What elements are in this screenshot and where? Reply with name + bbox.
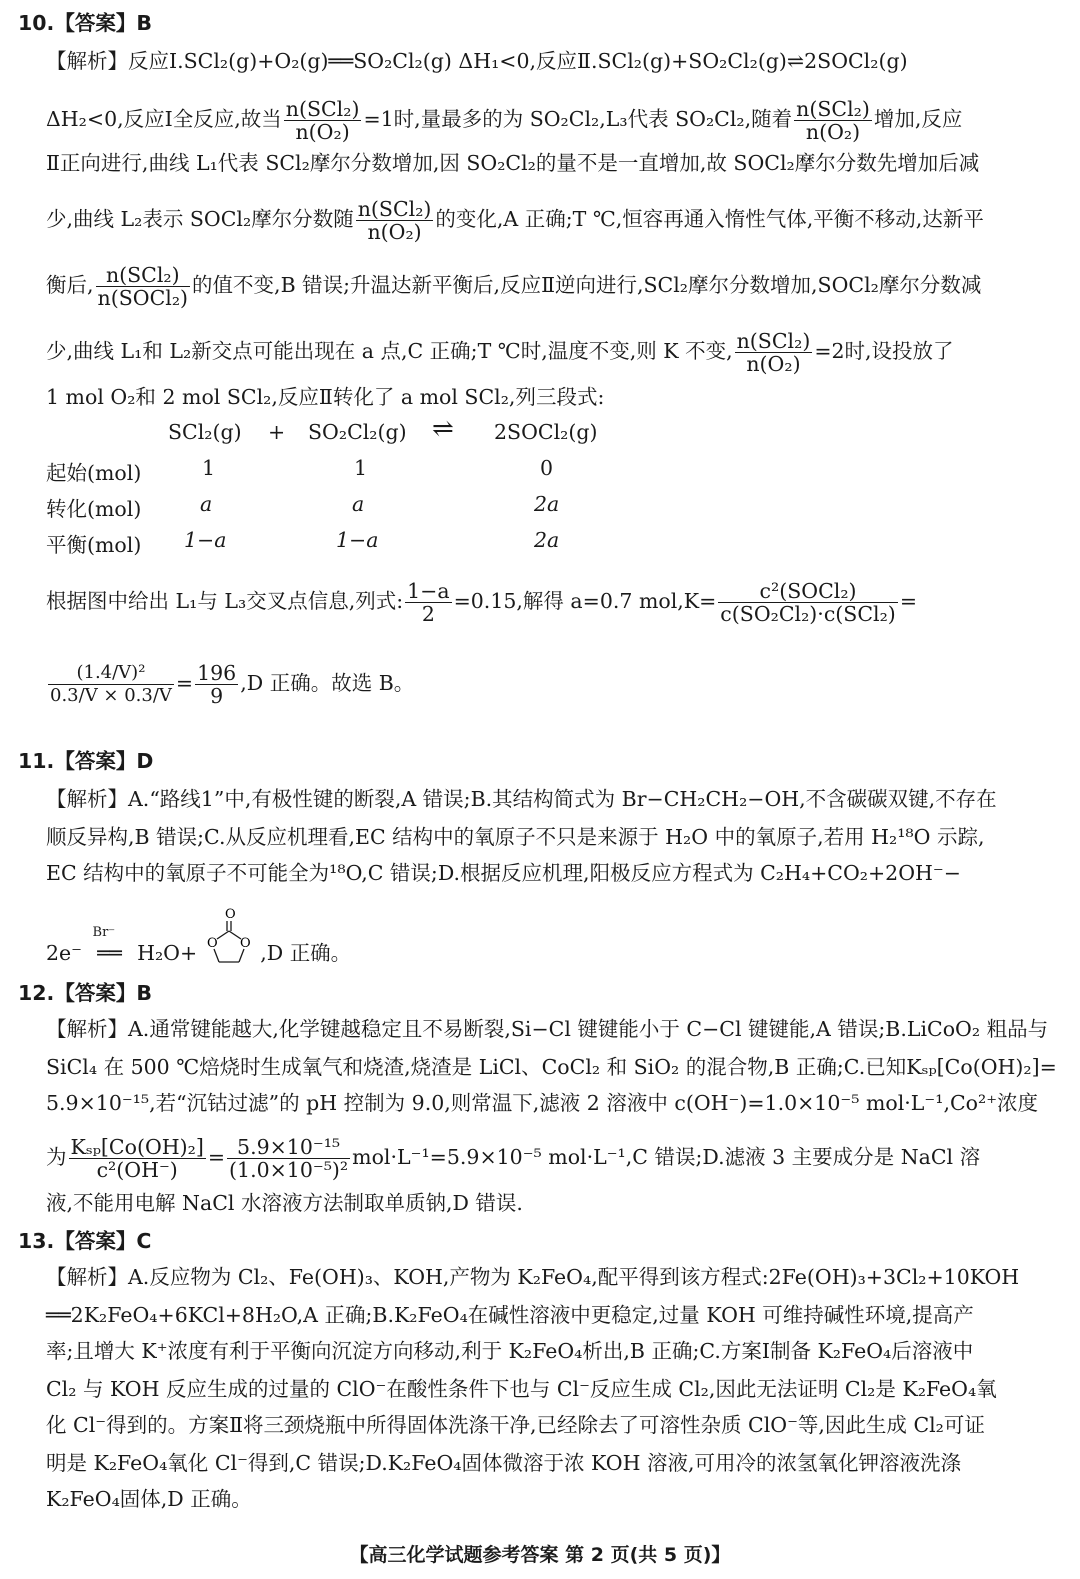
q10-line-3: Ⅱ正向进行,曲线 L₁代表 SCl₂摩尔分数增加,因 SO₂Cl₂的量不是一直增加,故 SOCl₂摩尔分数先增加后减 bbox=[46, 151, 980, 175]
q12-line-1: 【解析】A.通常键能越大,化学键越稳定且不易断裂,Si−Cl 键键能小于 C−Cl 键键能,A 错误;B.LiCoO₂ 粗品与 bbox=[46, 1017, 1049, 1041]
svg-text:O: O bbox=[224, 906, 236, 922]
q10-line-1: 【解析】反应Ⅰ.SCl₂(g)+O₂(g)══SO₂Cl₂(g) ΔH₁<0,反应Ⅱ.SCl₂(g)+SO₂Cl₂(g)⇌2SOCl₂(g) bbox=[46, 49, 908, 73]
q11-line-1: 【解析】A.“路线1”中,有极性键的断裂,A 错误;B.其结构简式为 Br−CH₂CH₂−OH,不含碳碳双键,不存在 bbox=[46, 787, 997, 811]
q13-header: 13.【答案】C bbox=[18, 1229, 152, 1253]
q13-line-2: ══2K₂FeO₄+6KCl+8H₂O,A 正确;B.K₂FeO₄在碱性溶液中更稳定,过量 KOH 可维持碱性环境,提高产 bbox=[46, 1303, 974, 1327]
row-label: 起始(mol) bbox=[46, 461, 142, 485]
eq-plus: + bbox=[268, 420, 286, 444]
q10-line-4: 少,曲线 L₂表示 SOCl₂摩尔分数随 $\frac{\text{n(SCl₂)}}{\text{n(O₂)}}$ 的变化,A 正确;T ℃,恒容再通入惰性气体,平衡不移动,达新平 bbox=[46, 197, 984, 244]
q10-line-6: 少,曲线 L₁和 L₂新交点可能出现在 a 点,C 正确;T ℃时,温度不变,则 K 不变, $\frac{\text{n(SCl₂)}}{\text{n(O₂)}}$ =2时,设投放了 bbox=[46, 329, 954, 376]
reaction-arrow: Br⁻ ══ bbox=[92, 925, 122, 965]
q11-line-4: 2e⁻ Br⁻ ══ H₂O+ O O O ,D 正确。 bbox=[46, 938, 1054, 970]
q11-line-3: EC 结构中的氧原子不可能全为¹⁸O,C 错误;D.根据反应机理,阳极反应方程式为 C₂H₄+CO₂+2OH⁻− bbox=[46, 861, 961, 885]
q13-line-3: 率;且增大 K⁺浓度有利于平衡向沉淀方向移动,利于 K₂FeO₄析出,B 正确;C.方案Ⅰ制备 K₂FeO₄后溶液中 bbox=[46, 1339, 974, 1363]
q11-header: 11.【答案】D bbox=[18, 749, 154, 773]
q13-line-5: 化 Cl⁻得到的。方案Ⅱ将三颈烧瓶中所得固体洗涤干净,已经除去了可溶性杂质 ClO⁻等,因此生成 Cl₂可证 bbox=[46, 1413, 985, 1437]
ratio-fraction: $\frac{\text{n(SCl₂)}}{\text{n(O₂)}}$ bbox=[285, 97, 360, 144]
eq-reactant-1: SCl₂(g) bbox=[168, 420, 242, 444]
q12-line-2: SiCl₄ 在 500 ℃焙烧时生成氧气和烧渣,烧渣是 LiCl、CoCl₂ 和 SiO₂ 的混合物,B 正确;C.已知Kₛₚ[Co(OH)₂]= bbox=[46, 1055, 1057, 1079]
cell: 1 bbox=[202, 456, 216, 480]
cell: 1 bbox=[354, 456, 368, 480]
cell: 1−a bbox=[336, 528, 379, 552]
cell: 0 bbox=[540, 456, 554, 480]
q12-header: 12.【答案】B bbox=[18, 981, 152, 1005]
svg-text:O: O bbox=[206, 935, 218, 951]
q13-line-4: Cl₂ 与 KOH 反应生成的过量的 ClO⁻在酸性条件下也与 Cl⁻反应生成 Cl₂,因此无法证明 Cl₂是 K₂FeO₄氧 bbox=[46, 1377, 997, 1401]
cell: 2a bbox=[534, 528, 560, 552]
ethylene-carbonate-icon bbox=[204, 906, 254, 970]
q12-line-3: 5.9×10⁻¹⁵,若“沉钴过滤”的 pH 控制为 9.0,则常温下,滤液 2 溶液中 c(OH⁻)=1.0×10⁻⁵ mol·L⁻¹,Co²⁺浓度 bbox=[46, 1091, 1039, 1115]
q13-line-7: K₂FeO₄固体,D 正确。 bbox=[46, 1487, 252, 1511]
q10-line-8: 根据图中给出 L₁与 L₃交叉点信息,列式: $\frac{1-a}{2}$ =0.15,解得 a=0.7 mol,K= $\frac{\text{c²(SOCl₂)}}{\text{c(SO₂Cl₂)·c(SCl₂)}}$ = bbox=[46, 579, 917, 626]
cell: 1−a bbox=[184, 528, 227, 552]
eq-product: 2SOCl₂(g) bbox=[494, 420, 598, 444]
svg-text:O: O bbox=[239, 935, 251, 951]
q10-line-2: ΔH₂<0,反应Ⅰ全反应,故当 $\frac{\text{n(SCl₂)}}{\text{n(O₂)}}$ =1时,量最多的为 SO₂Cl₂,L₃代表 SO₂Cl₂,随着 $\frac{\text{n(SCl₂)}}{\text{n(O₂)}}$ 增加,反应 bbox=[46, 97, 963, 144]
eq-arrow: ⇌ bbox=[432, 414, 454, 444]
q13-line-6: 明是 K₂FeO₄氧化 Cl⁻得到,C 错误;D.K₂FeO₄固体微溶于浓 KOH 溶液,可用冷的浓氢氧化钾溶液洗涤 bbox=[46, 1451, 962, 1475]
row-label: 转化(mol) bbox=[46, 497, 142, 521]
eq-reactant-2: SO₂Cl₂(g) bbox=[308, 420, 407, 444]
q12-line-5: 液,不能用电解 NaCl 水溶液方法制取单质钠,D 错误. bbox=[46, 1191, 523, 1215]
cell: a bbox=[352, 492, 365, 516]
cell: 2a bbox=[534, 492, 560, 516]
q10-line-5: 衡后, $\frac{\text{n(SCl₂)}}{\text{n(SOCl₂)}}$ 的值不变,B 错误;升温达新平衡后,反应Ⅱ逆向进行,SCl₂摩尔分数增加,SOCl₂摩尔分数减 bbox=[46, 263, 982, 310]
q12-line-4: 为 $\frac{\text{Kₛₚ[Co(OH)₂]}}{\text{c²(OH⁻)}}$ = $\frac{\text{5.9×10⁻¹⁵}}{\text{(1.0×10⁻⁵)²}}$ mol·L⁻¹=5.9×10⁻⁵ mol·L⁻¹,C 错误;D.滤液 3 主要成分是 NaCl 溶 bbox=[46, 1135, 981, 1182]
q13-line-1: 【解析】A.反应物为 Cl₂、Fe(OH)₃、KOH,产物为 K₂FeO₄,配平得到该方程式:2Fe(OH)₃+3Cl₂+10KOH bbox=[46, 1265, 1020, 1289]
q11-line-2: 顺反异构,B 错误;C.从反应机理看,EC 结构中的氧原子不只是来源于 H₂O 中的氧原子,若用 H₂¹⁸O 示踪, bbox=[46, 825, 985, 849]
q10-line-9: $\frac{\text{(1.4/V)²}}{0.3/V \times 0.3/V}$ = $\frac{196}{9}$ ,D 正确。故选 B。 bbox=[50, 661, 415, 708]
cell: a bbox=[200, 492, 213, 516]
q10-header: 10.【答案】B bbox=[18, 11, 152, 35]
page-footer: 【高三化学试题参考答案 第 2 页(共 5 页)】 bbox=[349, 1544, 731, 1566]
row-label: 平衡(mol) bbox=[46, 533, 142, 557]
q10-line-7: 1 mol O₂和 2 mol SCl₂,反应Ⅱ转化了 a mol SCl₂,列三段式: bbox=[46, 385, 605, 409]
